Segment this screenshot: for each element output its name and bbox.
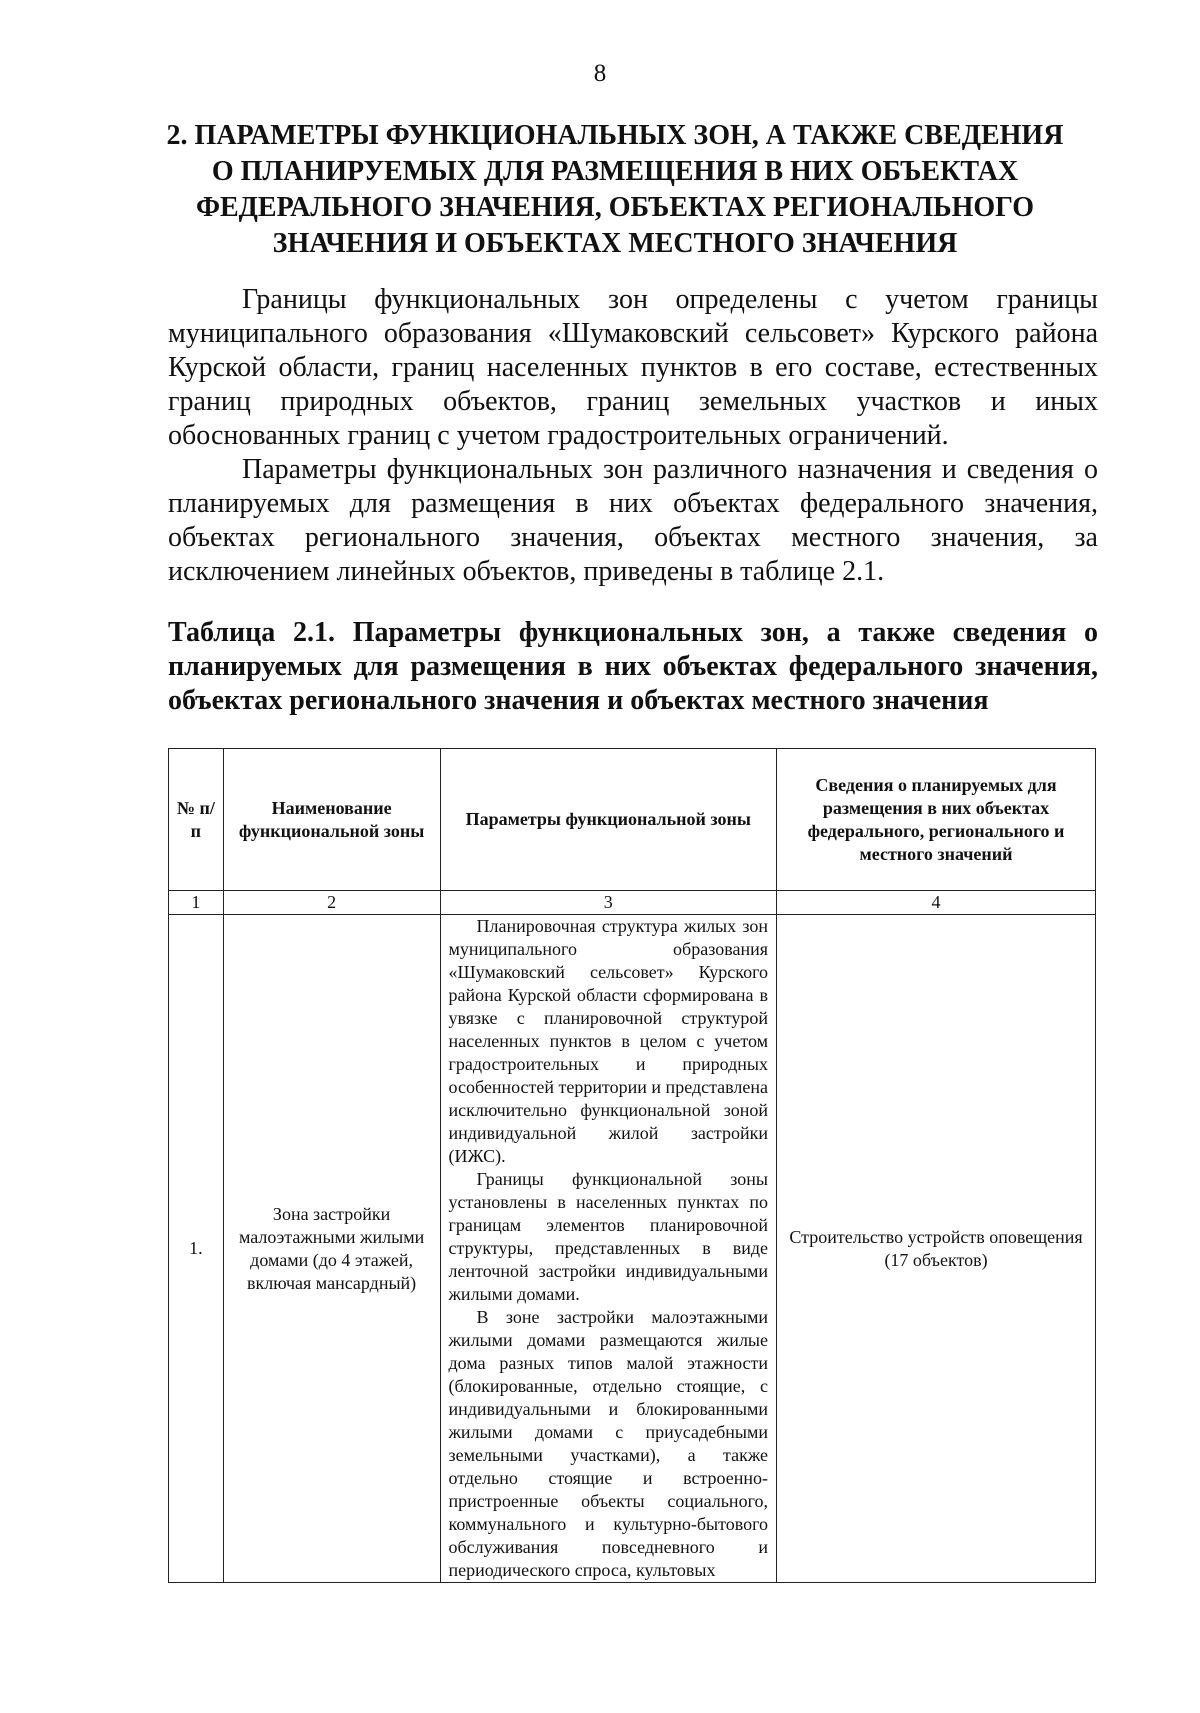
paragraph: Параметры функциональных зон различного назначения и сведения о планируемых для размещения в них объектах федерального значения, объектах регионального значения, объектах местного значения, за исключением линейных объектов, приведены в таблице 2.1. bbox=[168, 454, 1098, 587]
column-number: 1 bbox=[169, 891, 224, 915]
params-paragraph: В зоне застройки малоэтажными жилыми домами размещаются жилые дома разных типов малой этажности (блокированные, отдельно стоящие, с индивидуальными и блокированными жилыми домами с приусадебными земельными участками), а также отдельно стоящие и встроенно-пристроенные объекты социального, коммунального и культурно-бытового обслуживания повседневного и периодического спроса, культовых bbox=[448, 1307, 769, 1580]
header-zone-params: Параметры функциональной зоны bbox=[440, 749, 777, 891]
column-number-row bbox=[169, 891, 1096, 915]
section-title-line: О ПЛАНИРУЕМЫХ ДЛЯ РАЗМЕЩЕНИЯ В НИХ ОБЪЕКТАХ bbox=[211, 156, 1019, 187]
section-title bbox=[150, 118, 1080, 262]
row-zone-name: Зона застройки малоэтажными жилыми домами (до 4 этажей, включая мансардный) bbox=[223, 915, 440, 1583]
column-number: 4 bbox=[777, 891, 1096, 915]
section-title-line: ФЕДЕРАЛЬНОГО ЗНАЧЕНИЯ, ОБЪЕКТАХ РЕГИОНАЛЬНОГО bbox=[195, 192, 1035, 223]
params-paragraph: Планировочная структура жилых зон муниципального образования «Шумаковский сельсовет» Курского района Курской области сформирована в увязке с планировочной структурой населенных пунктов в целом с учетом градостроительных и природных особенностей территории и представлена исключительно функциональной зоной индивидуальной жилой застройки (ИЖС). bbox=[448, 916, 769, 1166]
column-number: 2 bbox=[223, 891, 440, 915]
section-title-line: 2. ПАРАМЕТРЫ ФУНКЦИОНАЛЬНЫХ ЗОН, А ТАКЖЕ СВЕДЕНИЯ bbox=[166, 120, 1064, 151]
section-title-line: ЗНАЧЕНИЯ И ОБЪЕКТАХ МЕСТНОГО ЗНАЧЕНИЯ bbox=[272, 228, 958, 259]
zones-table bbox=[168, 748, 1096, 1583]
row-planned-objects: Строительство устройств оповещения (17 объектов) bbox=[777, 915, 1096, 1583]
header-zone-name: Наименование функциональной зоны bbox=[223, 749, 440, 891]
table-header-row bbox=[169, 749, 1096, 891]
row-zone-params bbox=[440, 915, 777, 1583]
page-number: 8 bbox=[593, 60, 607, 87]
params-paragraph: Границы функциональной зоны установлены в населенных пунктах по границам элементов планировочной структуры, представленных в виде ленточной застройки индивидуальными жилыми домами. bbox=[448, 1169, 769, 1304]
body-text bbox=[168, 283, 1098, 589]
column-number: 3 bbox=[440, 891, 777, 915]
header-number: № п/п bbox=[169, 749, 224, 891]
table-row bbox=[169, 915, 1096, 1583]
header-planned-objects: Сведения о планируемых для размещения в них объектах федерального, регионального и местного значений bbox=[777, 749, 1096, 891]
row-number: 1. bbox=[169, 915, 224, 1583]
paragraph: Границы функциональных зон определены с учетом границы муниципального образования «Шумаковский сельсовет» Курского района Курской области, границ населенных пунктов в его составе, естественных границ природных объектов, границ земельных участков и иных обоснованных границ с учетом градостроительных ограничений. bbox=[168, 284, 1098, 451]
table-caption: Таблица 2.1. Параметры функциональных зон, а также сведения о планируемых для размещения в них объектах федерального значения, объектах регионального значения и объектах местного значения bbox=[168, 617, 1098, 716]
